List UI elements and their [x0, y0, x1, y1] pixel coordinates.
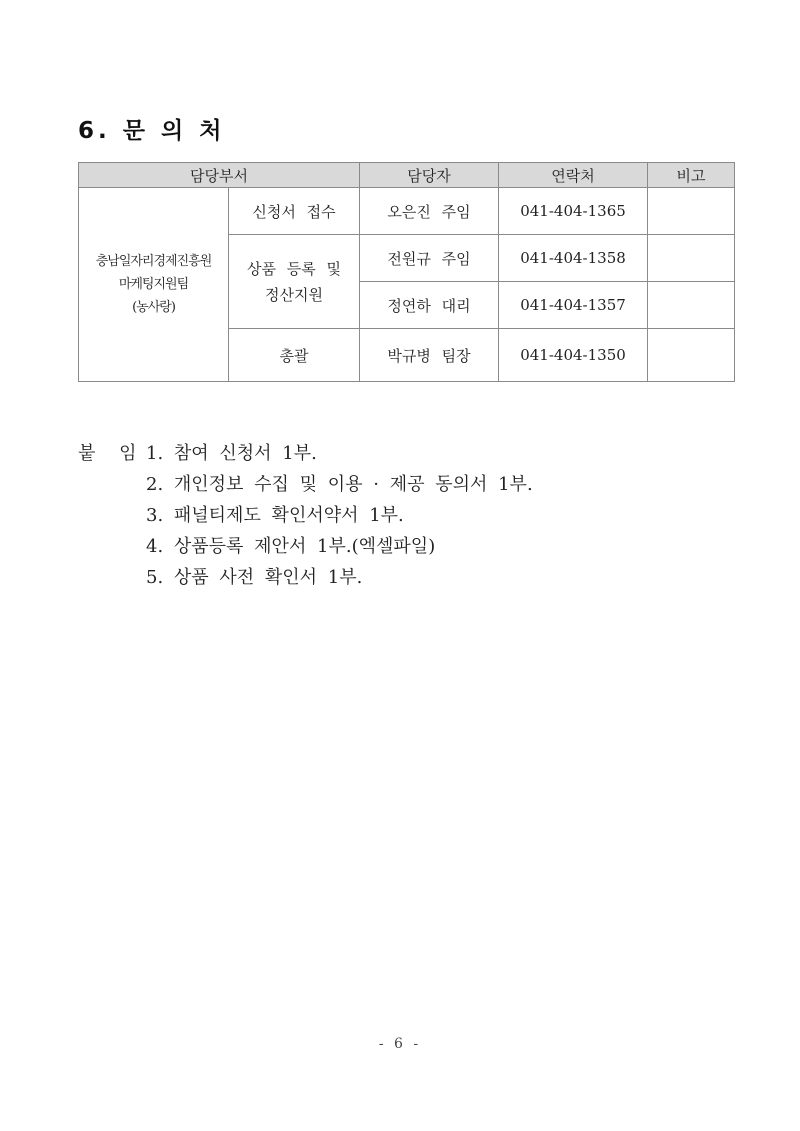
note-cell	[648, 282, 735, 329]
department-brand: (농사랑)	[132, 300, 175, 315]
attachments-list	[146, 438, 533, 593]
header-department: 담당부서	[79, 163, 360, 188]
phone-cell: 041-404-1365	[499, 188, 648, 235]
phone-cell: 041-404-1350	[499, 329, 648, 382]
department-org: 충남일자리경제진흥원	[95, 254, 212, 269]
header-person: 담당자	[360, 163, 499, 188]
list-item: 1. 참여 신청서 1부.	[146, 443, 317, 464]
header-phone: 연락처	[499, 163, 648, 188]
list-item: 4. 상품등록 제안서 1부.(엑셀파일)	[146, 536, 436, 557]
list-item: 3. 패널티제도 확인서약서 1부.	[146, 505, 404, 526]
list-item: 5. 상품 사전 확인서 1부.	[146, 567, 363, 588]
task-cell: 신청서 접수	[229, 188, 360, 235]
section-title: 6. 문 의 처	[78, 118, 226, 144]
task-cell: 총괄	[229, 329, 360, 382]
person-cell: 박규병 팀장	[360, 329, 499, 382]
note-cell	[648, 329, 735, 382]
department-cell	[79, 188, 229, 382]
task-cell	[229, 235, 360, 329]
table-header-row	[79, 163, 735, 188]
person-cell: 오은진 주임	[360, 188, 499, 235]
department-team: 마케팅지원팀	[118, 277, 189, 292]
header-note: 비고	[648, 163, 735, 188]
phone-cell: 041-404-1357	[499, 282, 648, 329]
note-cell	[648, 235, 735, 282]
task-text: 상품 등록 및 정산지원	[247, 259, 341, 304]
list-item: 2. 개인정보 수집 및 이용 · 제공 동의서 1부.	[146, 474, 533, 495]
table-row	[79, 188, 735, 235]
person-cell: 정연하 대리	[360, 282, 499, 329]
note-cell	[648, 188, 735, 235]
person-cell: 전원규 주임	[360, 235, 499, 282]
attachments-label: 붙 임	[78, 443, 137, 464]
contact-table	[78, 162, 735, 382]
phone-cell: 041-404-1358	[499, 235, 648, 282]
page-number: - 6 -	[378, 1036, 422, 1052]
